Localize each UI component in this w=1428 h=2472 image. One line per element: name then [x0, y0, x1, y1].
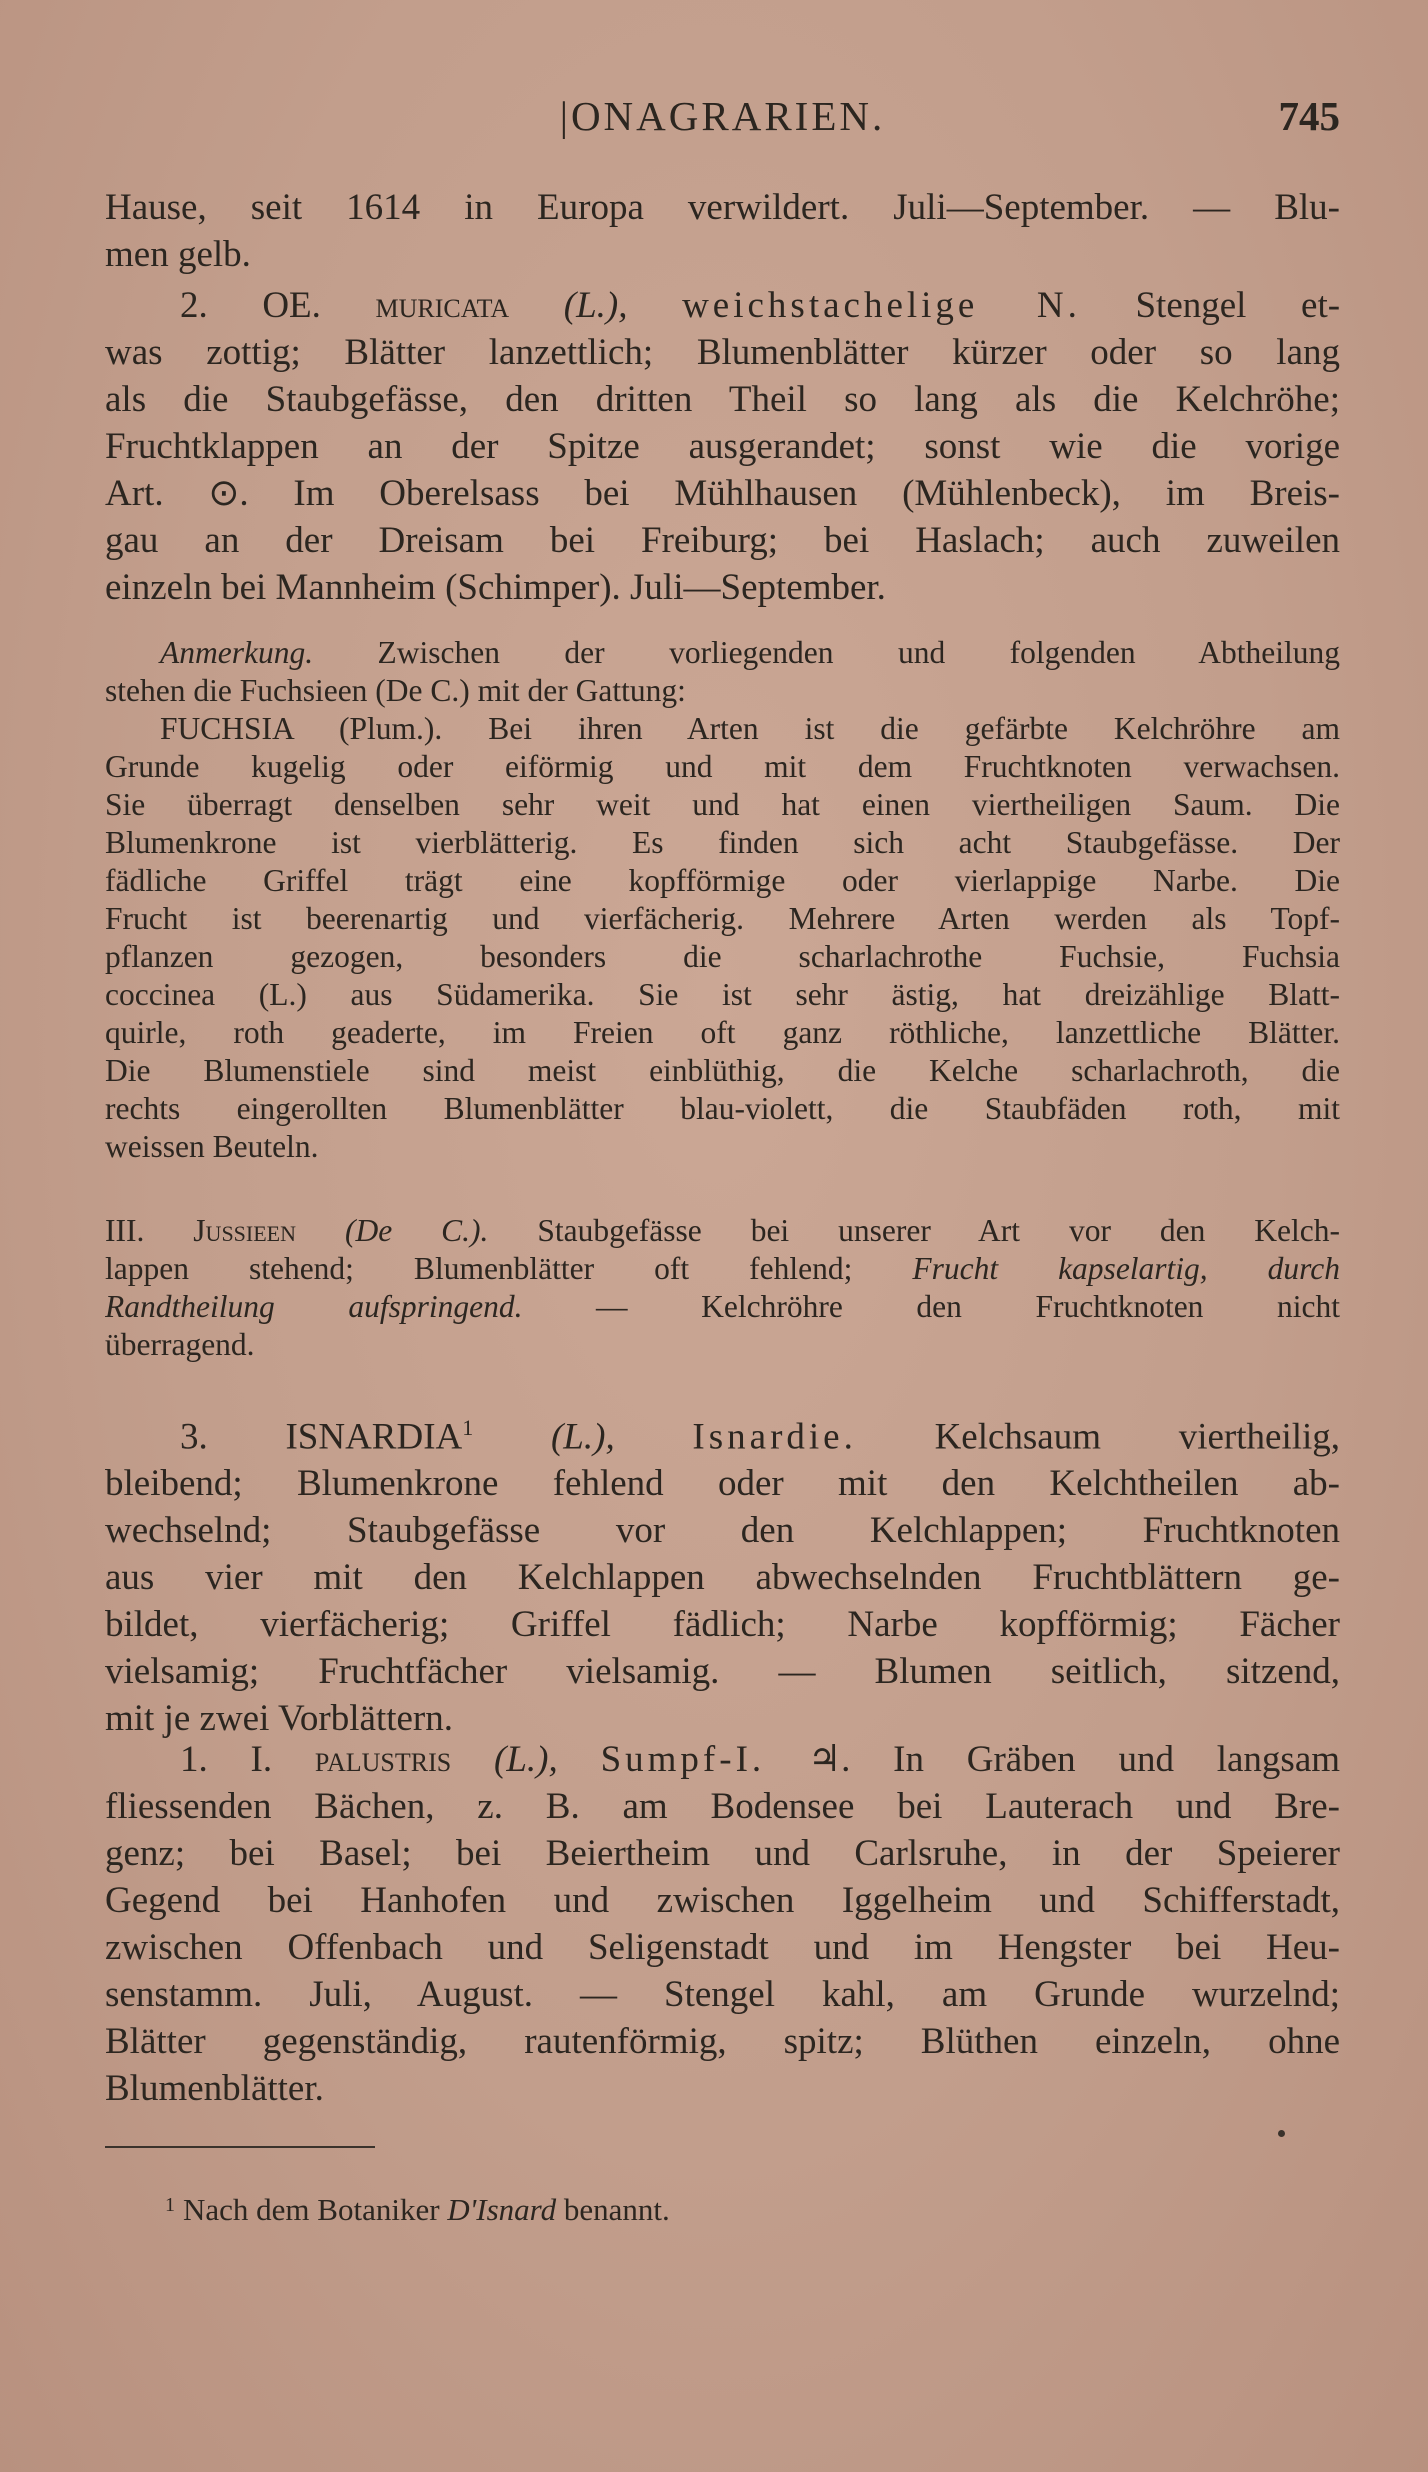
- text-line: Blumenblätter.: [105, 2068, 324, 2109]
- text-line: fädliche Griffel trägt eine kopfförmige oder vierlappige Narbe. Die: [105, 863, 1340, 898]
- footnote-ref: 1: [462, 1415, 474, 1440]
- footnote-name: D'Isnard: [447, 2192, 557, 2227]
- text-line: bildet, vierfächerig; Griffel fädlich; Narbe kopfförmig; Fächer: [105, 1604, 1340, 1646]
- text-line: aus vier mit den Kelchlappen abwechselnden Fruchtblättern ge-: [105, 1557, 1340, 1599]
- text-line: mit je zwei Vorblättern.: [105, 1698, 453, 1740]
- text-line: einzeln bei Mannheim (Schimper). Juli—September.: [105, 567, 886, 608]
- text-fragment: lappen stehend; Blumenblätter oft fehlend;: [105, 1251, 853, 1286]
- footnote-divider: [105, 2146, 375, 2148]
- text-line: wechselnd; Staubgefässe vor den Kelchlappen; Fruchtknoten: [105, 1510, 1340, 1552]
- genus-fuchsia: FUCHSIA (Plum.).: [160, 711, 443, 746]
- page-header: [105, 92, 1340, 152]
- text-line: fliessenden Bächen, z. B. am Bodensee bei Lauterach und Bre-: [105, 1786, 1340, 1827]
- species-common-name: Sumpf-I.: [600, 1739, 766, 1780]
- text-line: Die Blumenstiele sind meist einblüthig, die Kelche scharlachroth, die: [105, 1053, 1340, 1088]
- tribe-jussieen: [105, 1212, 1340, 1364]
- genus-common-name: Isnardie.: [692, 1416, 857, 1458]
- text-line: vielsamig; Fruchtfächer vielsamig. — Blumen seitlich, sitzend,: [105, 1651, 1340, 1693]
- text-line: quirle, roth geaderte, im Freien oft ganz röthliche, lanzettliche Blätter.: [105, 1015, 1340, 1050]
- species-authority: (L.),: [563, 285, 628, 326]
- text-line: Grunde kugelig oder eiförmig und mit dem Fruchtknoten verwachsen.: [105, 749, 1340, 784]
- species-number: 1. I.: [180, 1739, 273, 1780]
- note-anmerkung: [105, 634, 1340, 1166]
- text-fragment: — Kelchröhre den Fruchtknoten nicht: [596, 1289, 1340, 1324]
- text-fragment: Staubgefässe bei unserer Art vor den Kelch-: [537, 1213, 1340, 1248]
- footnote-text: Nach dem Botaniker: [183, 2192, 440, 2227]
- text-line: pflanzen gezogen, besonders die scharlachrothe Fuchsie, Fuchsia: [105, 939, 1340, 974]
- text-line: Gegend bei Hanhofen und zwischen Iggelheim und Schifferstadt,: [105, 1880, 1340, 1921]
- text-fragment: Zwischen der vorliegenden und folgenden Abtheilung: [377, 635, 1340, 670]
- species-name: palustris: [314, 1739, 452, 1780]
- fuchsia-line: [105, 710, 1340, 748]
- genus-number: 3.: [180, 1416, 208, 1458]
- species-entry-muricata: [105, 282, 1340, 611]
- tribe-authority: (De C.).: [344, 1213, 489, 1248]
- species-entry-palustris: [105, 1736, 1340, 2112]
- note-label: Anmerkung.: [160, 635, 314, 670]
- text-line: zwischen Offenbach und Seligenstadt und im Hengster bei Heu-: [105, 1927, 1340, 1968]
- perennial-symbol: ♃.: [807, 1739, 851, 1780]
- text-line: weissen Beuteln.: [105, 1129, 319, 1164]
- tribe-name: Jussieen: [193, 1213, 297, 1248]
- text-fragment: Stengel et-: [1135, 285, 1340, 326]
- text-line: Art. ⊙. Im Oberelsass bei Mühlhausen (Mühlenbeck), im Breis-: [105, 473, 1340, 514]
- species-heading-line: [105, 1736, 1340, 1783]
- genus-name: ISNARDIA: [285, 1416, 463, 1458]
- text-line: men gelb.: [105, 234, 251, 275]
- genus-entry-isnardia: [105, 1404, 1340, 1742]
- text-line: Blätter gegenständig, rautenförmig, spitz; Blüthen einzeln, ohne: [105, 2021, 1340, 2062]
- species-number: 2. OE.: [180, 285, 321, 326]
- genus-authority: (L.),: [550, 1416, 615, 1458]
- footnote-mark: 1: [165, 2194, 175, 2216]
- text-line: Fruchtklappen an der Spitze ausgerandet; sonst wie die vorige: [105, 426, 1340, 467]
- text-fragment-italic: Randtheilung aufspringend.: [105, 1289, 523, 1324]
- species-heading-line: [105, 282, 1340, 329]
- text-fragment: Bei ihren Arten ist die gefärbte Kelchröhre am: [488, 711, 1340, 746]
- text-fragment-italic: Frucht kapselartig, durch: [912, 1251, 1340, 1286]
- text-line: rechts eingerollten Blumenblätter blau-violett, die Staubfäden roth, mit: [105, 1091, 1340, 1126]
- running-title: |ONAGRARIEN.: [559, 93, 886, 139]
- text-line: genz; bei Basel; bei Beiertheim und Carlsruhe, in der Speierer: [105, 1833, 1340, 1874]
- text-line: Hause, seit 1614 in Europa verwildert. Juli—September. — Blu-: [105, 187, 1340, 228]
- species-authority: (L.),: [494, 1739, 558, 1780]
- text-line: coccinea (L.) aus Südamerika. Sie ist sehr ästig, hat dreizählige Blatt-: [105, 977, 1340, 1012]
- text-line: stehen die Fuchsieen (De C.) mit der Gattung:: [105, 673, 686, 708]
- species-name: muricata: [375, 285, 510, 326]
- note-heading-line: [105, 634, 1340, 672]
- text-line: Blumenkrone ist vierblätterig. Es finden sich acht Staubgefässe. Der: [105, 825, 1340, 860]
- species-common-name: weichstachelige N.: [682, 285, 1081, 326]
- paragraph-continuation: [105, 184, 1340, 278]
- text-line: Sie überragt denselben sehr weit und hat einen viertheiligen Saum. Die: [105, 787, 1340, 822]
- footnote: [165, 2192, 670, 2228]
- text-line: [105, 1288, 1340, 1326]
- text-line: als die Staubgefässe, den dritten Theil so lang als die Kelchröhe;: [105, 379, 1340, 420]
- text-line: gau an der Dreisam bei Freiburg; bei Haslach; auch zuweilen: [105, 520, 1340, 561]
- genus-heading-line: [105, 1404, 1340, 1460]
- text-line: Frucht ist beerenartig und vierfächerig. Mehrere Arten werden als Topf-: [105, 901, 1340, 936]
- text-line: senstamm. Juli, August. — Stengel kahl, am Grunde wurzelnd;: [105, 1974, 1340, 2015]
- footnote-text-end: benannt.: [563, 2192, 670, 2227]
- text-fragment: Kelchsaum viertheilig,: [934, 1416, 1340, 1458]
- text-fragment: In Gräben und langsam: [893, 1739, 1340, 1780]
- text-line: [105, 1250, 1340, 1288]
- tribe-heading-line: [105, 1212, 1340, 1250]
- text-line: was zottig; Blätter lanzettlich; Blumenblätter kürzer oder so lang: [105, 332, 1340, 373]
- text-line: überragend.: [105, 1327, 255, 1362]
- tribe-number: III.: [105, 1213, 145, 1248]
- ink-speck: [1278, 2130, 1285, 2137]
- text-line: bleibend; Blumenkrone fehlend oder mit den Kelchtheilen ab-: [105, 1463, 1340, 1505]
- page-number: 745: [1278, 93, 1340, 139]
